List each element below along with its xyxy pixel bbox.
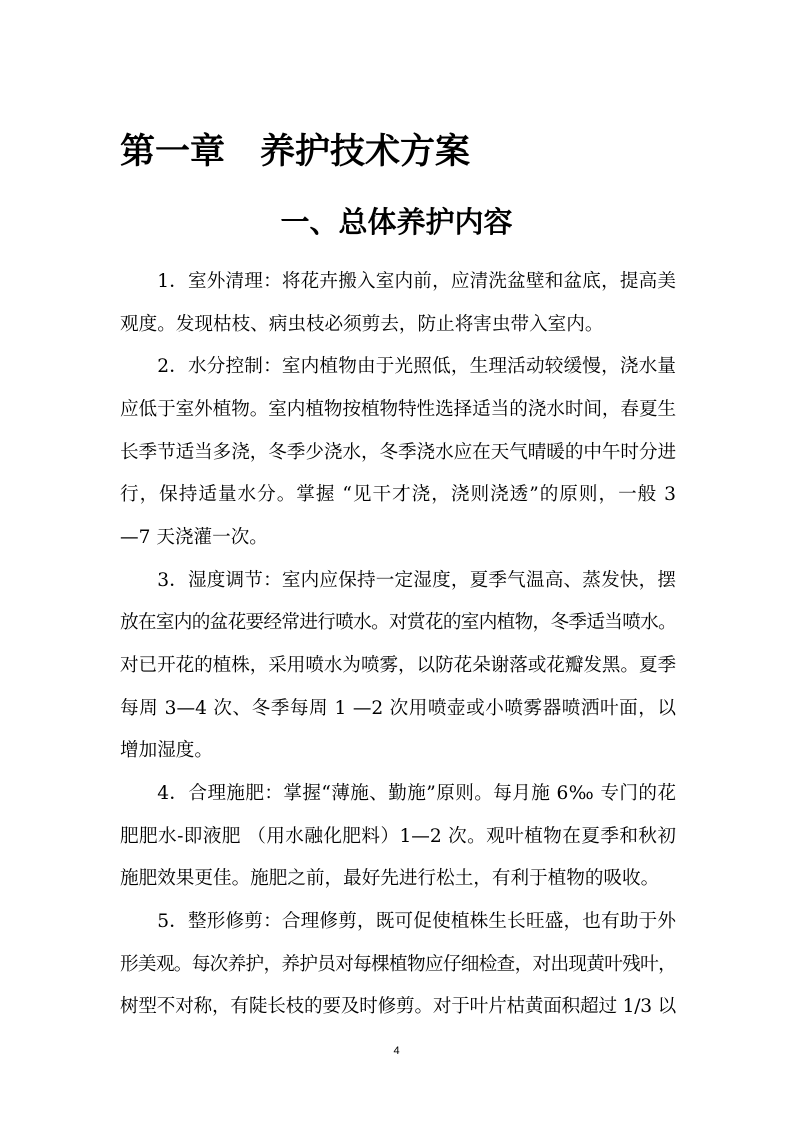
paragraph-outdoor-cleaning <box>120 261 676 346</box>
paragraph-line: 2．水分控制：室内植物由于光照低，生理活动较缓慢，浇水量 <box>157 356 676 378</box>
chapter-title: 第一章 养护技术方案 <box>120 132 471 172</box>
paragraph-line: 应低于室外植物。室内植物按植物特性选择适当的浇水时间，春夏生 <box>120 398 676 420</box>
paragraph-water-control <box>120 346 676 559</box>
paragraph-line: 增加湿度。 <box>120 740 213 762</box>
paragraph-line: 1．室外清理：将花卉搬入室内前，应清洗盆壁和盆底，提高美 <box>157 271 676 292</box>
paragraph-fertilizing <box>120 773 676 901</box>
paragraph-line: 4．合理施肥：掌握“薄施、勤施”原则。每月施 6‰ 专门的花 <box>157 782 676 804</box>
paragraph-line: 树型不对称，有陡长枝的要及时修剪。对于叶片枯黄面积超过 1/3 以 <box>120 996 676 1018</box>
paragraph-line: 施肥效果更佳。施肥之前，最好先进行松土，有利于植物的吸收。 <box>120 868 660 890</box>
body-text <box>120 261 676 1029</box>
paragraph-pruning <box>120 901 676 1029</box>
paragraph-humidity <box>120 560 676 773</box>
page-number: 4 <box>393 1045 400 1057</box>
paragraph-line: 观度。发现枯枝、病虫枝必须剪去，防止将害虫带入室内。 <box>120 313 604 335</box>
paragraph-line: 3．湿度调节：室内应保持一定湿度，夏季气温高、蒸发快，摆 <box>157 569 676 591</box>
paragraph-line: 对已开花的植株，采用喷水为喷雾，以防花朵谢落或花瓣发黑。夏季 <box>120 654 676 676</box>
paragraph-line: 5．整形修剪：合理修剪，既可促使植株生长旺盛，也有助于外 <box>157 910 676 932</box>
paragraph-line: 形美观。每次养护，养护员对每棵植物应仔细检查，对出现黄叶残叶， <box>120 953 676 975</box>
paragraph-line: —7 天浇灌一次。 <box>120 526 268 548</box>
paragraph-line: 行，保持适量水分。掌握 “见干才浇，浇则浇透”的原则，一般 3 <box>120 484 676 506</box>
paragraph-line: 长季节适当多浇，冬季少浇水，冬季浇水应在天气晴暖的中午时分进 <box>120 441 676 463</box>
paragraph-line: 每周 3—4 次、冬季每周 1 —2 次用喷壶或小喷雾器喷洒叶面，以 <box>120 697 676 719</box>
paragraph-line: 肥肥水-即液肥 （用水融化肥料）1—2 次。观叶植物在夏季和秋初 <box>120 825 676 847</box>
paragraph-line: 放在室内的盆花要经常进行喷水。对赏花的室内植物，冬季适当喷水。 <box>120 612 676 634</box>
section-heading: 一、总体养护内容 <box>280 205 513 239</box>
